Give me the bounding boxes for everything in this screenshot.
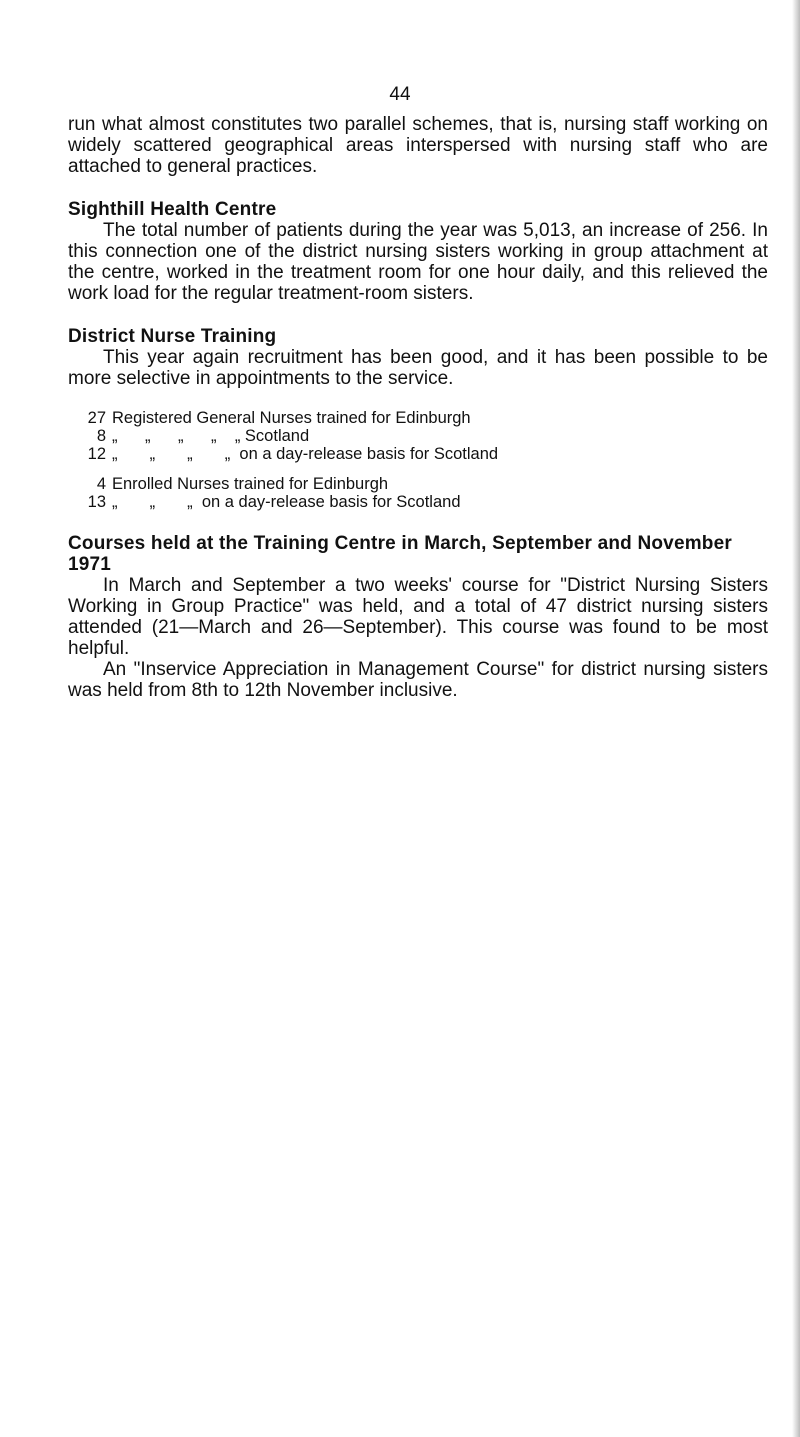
sighthill-heading: Sighthill Health Centre: [68, 199, 277, 220]
list-item: [80, 475, 768, 493]
item-count: 12: [87, 445, 106, 463]
registered-nurses-list: [80, 409, 768, 463]
list-item: [80, 427, 768, 445]
item-text: Enrolled Nurses trained for Edinburgh: [112, 475, 389, 493]
training-paragraph: This year again recruitment has been good, and it has been possible to be more selective in appointments to the service.: [68, 347, 768, 389]
item-count: 4: [96, 475, 106, 493]
ditto-marks: „ „ „ „ „: [112, 427, 241, 445]
page-edge-shadow: [792, 0, 800, 1437]
item-count: 27: [87, 409, 106, 427]
item-text: on a day-release basis for Scotland: [201, 493, 461, 511]
item-text: Registered General Nurses trained for Edinburgh: [112, 409, 471, 427]
courses-paragraph-2: An "Inservice Appreciation in Management Course" for district nursing sisters was held from 8th to 12th November inclusive.: [68, 659, 768, 701]
courses-paragraph-1: In March and September a two weeks' course for "District Nursing Sisters Working in Group Practice" was held, and a total of 47 district nursing sisters attended (21—March and 26—September). This course was found to be most helpful.: [68, 575, 768, 659]
intro-paragraph: run what almost constitutes two parallel schemes, that is, nursing staff working on widely scattered geographical areas interspersed with nursing staff who are attached to general practices.: [68, 114, 768, 177]
list-item: [80, 409, 768, 427]
page-content: [68, 114, 768, 701]
courses-heading: Courses held at the Training Centre in March, September and November 1971: [68, 533, 732, 575]
item-text: on a day-release basis for Scotland: [239, 445, 499, 463]
sighthill-paragraph: The total number of patients during the year was 5,013, an increase of 256. In this connection one of the district nursing sisters working in group attachment at the centre, worked in the treatment room for one hour daily, and this relieved the work load for the regular treatment-room sisters.: [68, 220, 768, 304]
item-text: Scotland: [244, 427, 310, 445]
list-item: [80, 445, 768, 463]
training-heading: District Nurse Training: [68, 326, 277, 347]
page-number: 44: [389, 84, 411, 105]
item-count: 13: [87, 493, 106, 511]
item-count: 8: [96, 427, 106, 445]
list-item: [80, 493, 768, 511]
enrolled-nurses-list: [80, 475, 768, 511]
ditto-marks: „ „ „ „: [112, 445, 231, 463]
ditto-marks: „ „ „: [112, 493, 193, 511]
